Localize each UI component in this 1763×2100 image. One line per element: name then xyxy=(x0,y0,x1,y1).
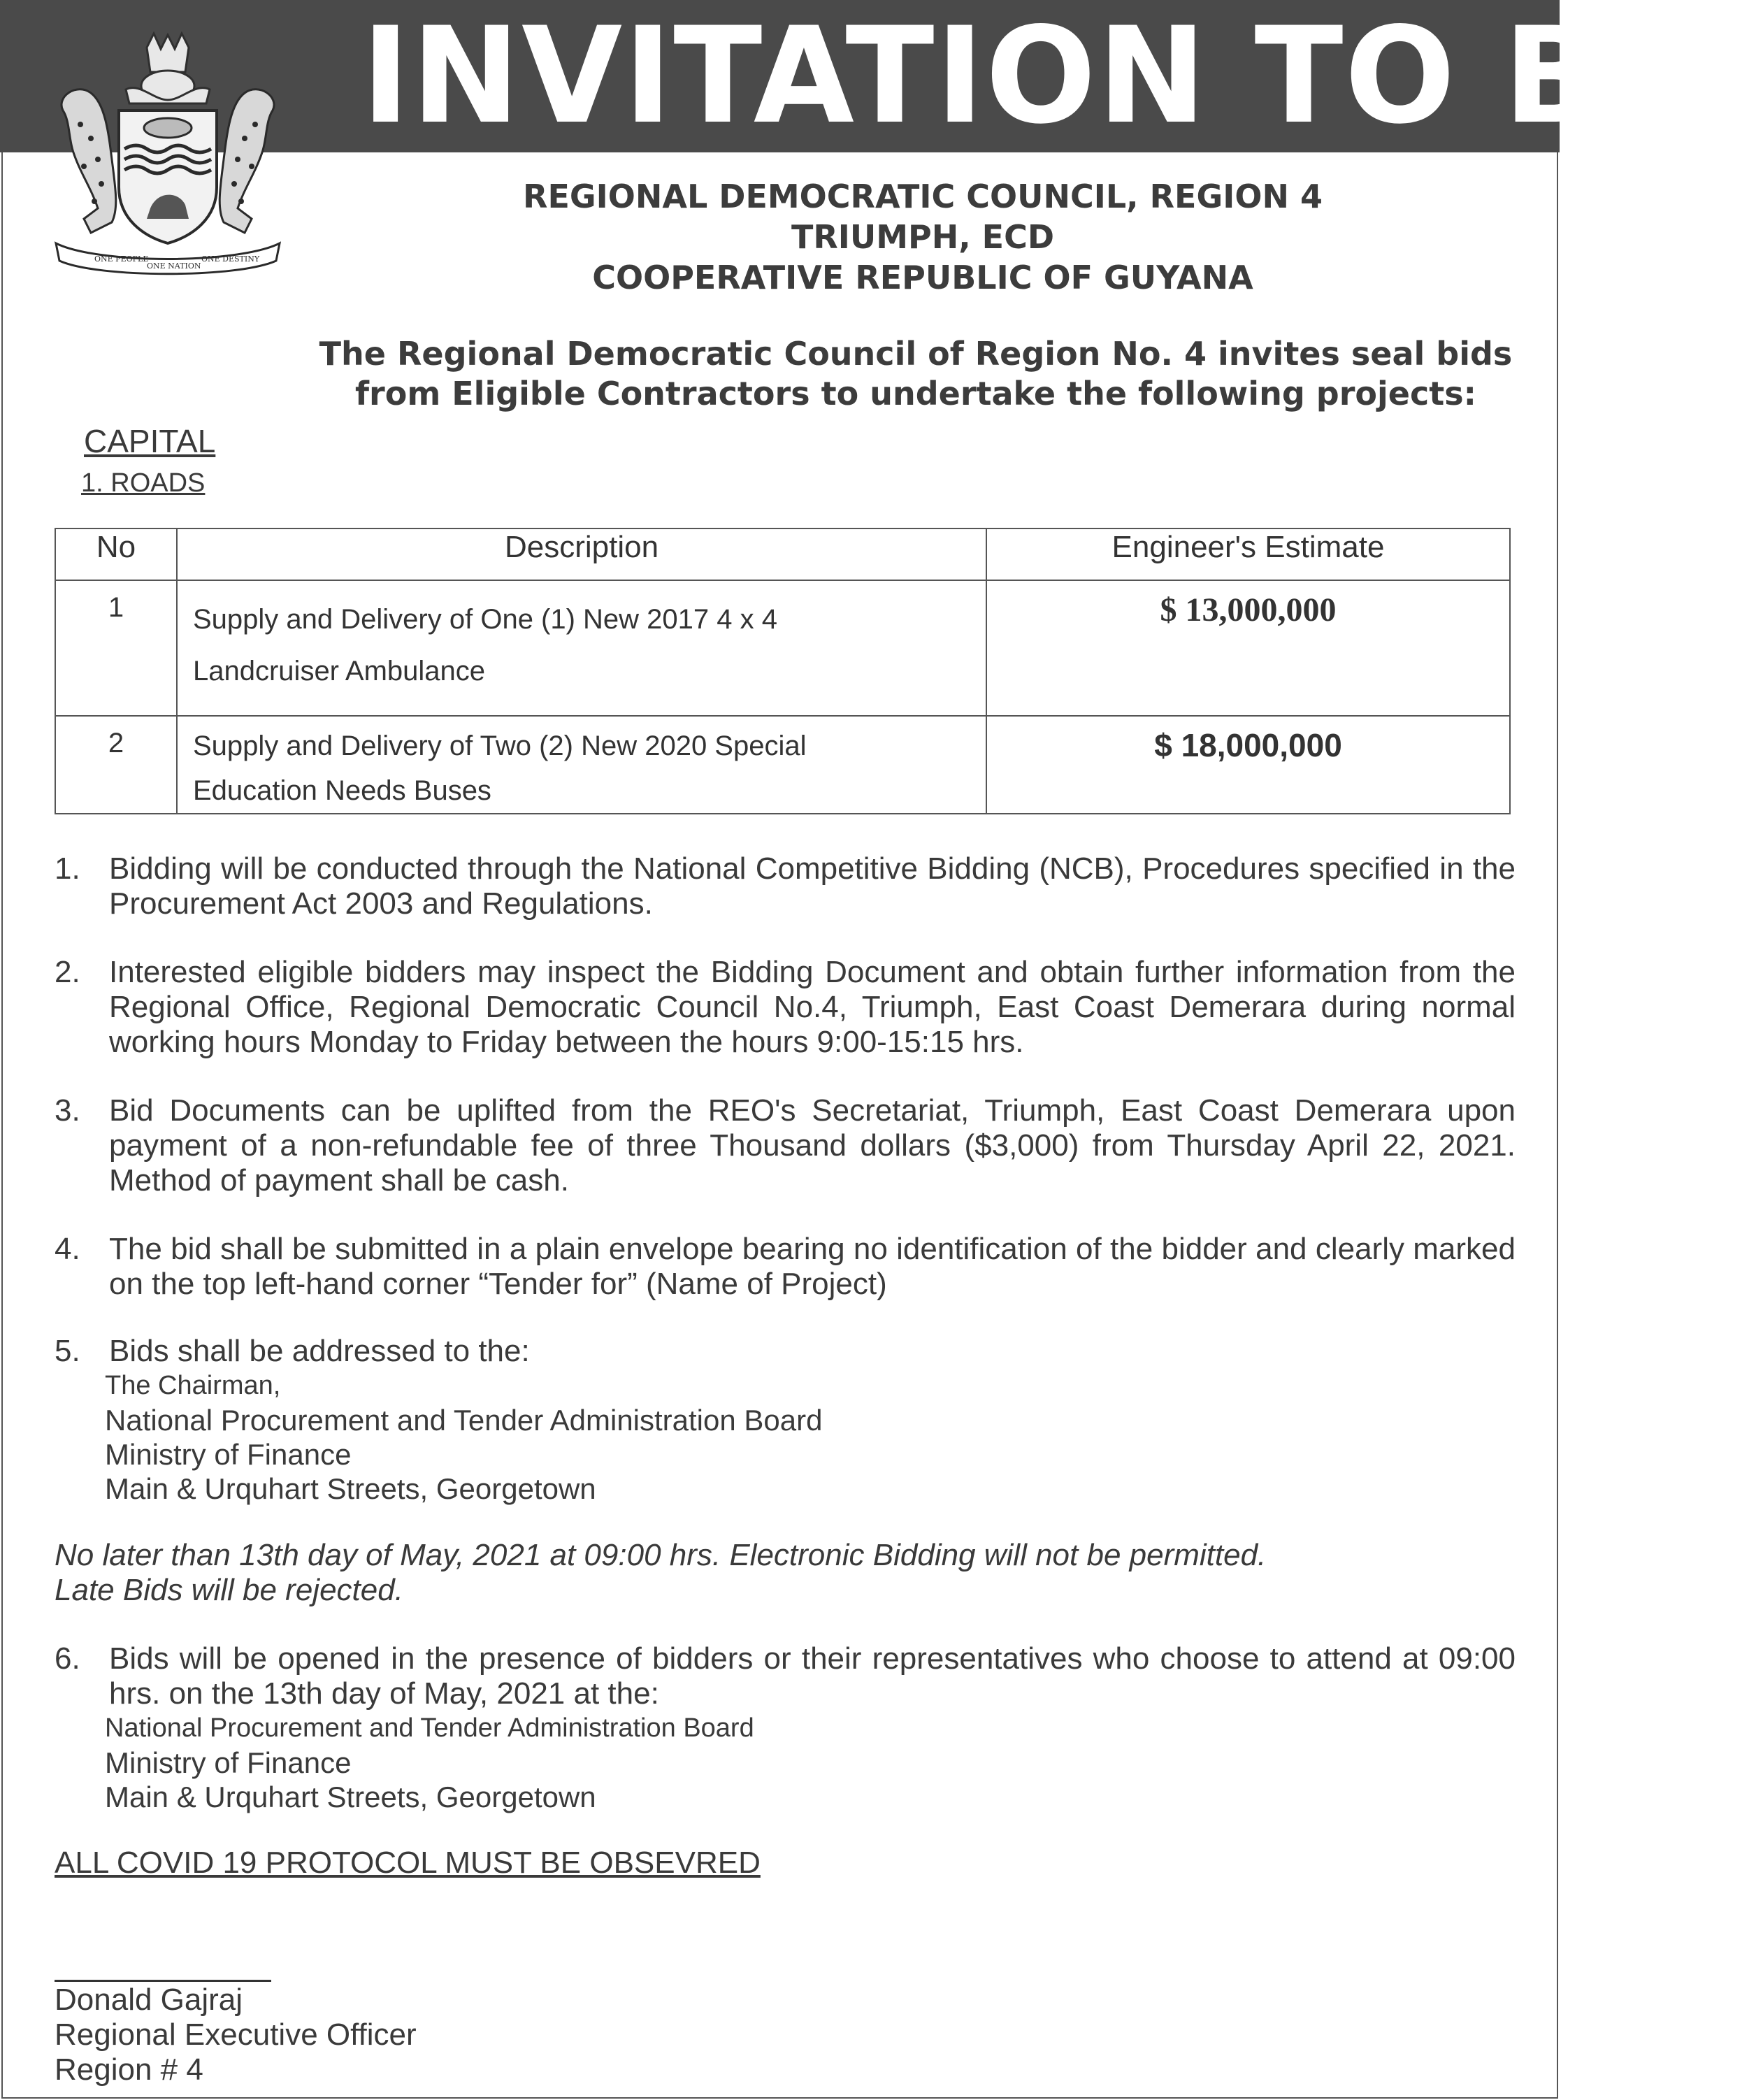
address-line: Main & Urquhart Streets, Georgetown xyxy=(105,1781,596,1813)
table-header-row xyxy=(55,528,1510,580)
deadline-line-2: Late Bids will be rejected. xyxy=(55,1573,403,1607)
clause-5 xyxy=(55,1334,1516,1506)
section-heading: CAPITAL xyxy=(84,423,216,459)
clause-number: 6. xyxy=(55,1641,80,1676)
description-line: Supply and Delivery of Two (2) New 2020 Special xyxy=(193,731,807,761)
clause-2 xyxy=(55,955,1516,1060)
row-estimate xyxy=(986,580,1510,716)
section-subheading: 1. ROADS xyxy=(81,468,206,498)
header-no: No xyxy=(55,528,177,580)
council-line-3: COOPERATIVE REPUBLIC OF GUYANA xyxy=(592,259,1253,296)
description-line: Landcruiser Ambulance xyxy=(193,656,486,686)
estimate-value: $ 18,000,000 xyxy=(1154,727,1342,763)
clause-3 xyxy=(55,1093,1516,1198)
table-row xyxy=(55,716,1510,814)
signature-block xyxy=(55,1983,417,2087)
intro-line-2: from Eligible Contractors to undertake the following projects: xyxy=(355,375,1476,412)
clause-text: The bid shall be submitted in a plain envelope bearing no identification of the bidder and clearly marked on the top left-hand corner “Tender for” (Name of Project) xyxy=(109,1232,1516,1301)
motto-left: ONE PEOPLE xyxy=(94,254,149,264)
intro-statement xyxy=(294,334,1538,414)
clause-text: Bids will be opened in the presence of bidders or their representatives who choose to attend at 09:00 hrs. on the 13th day of May, 2021 at the: xyxy=(109,1641,1516,1711)
signatory-region: Region # 4 xyxy=(55,2052,203,2087)
council-heading xyxy=(419,176,1426,298)
deadline-notice xyxy=(55,1538,1516,1608)
estimate-value: $ 13,000,000 xyxy=(1160,591,1337,628)
clause-number: 1. xyxy=(55,851,80,886)
row-number: 1 xyxy=(55,580,177,716)
header-description: Description xyxy=(177,528,986,580)
motto-center: ONE NATION xyxy=(147,261,201,271)
clause-text: Bids shall be addressed to the: xyxy=(109,1334,530,1368)
clause-number: 5. xyxy=(55,1334,80,1368)
covid-notice: ALL COVID 19 PROTOCOL MUST BE OBSEVRED xyxy=(55,1846,761,1880)
clause-4 xyxy=(55,1232,1516,1302)
clause-number: 4. xyxy=(55,1232,80,1266)
header-estimate: Engineer's Estimate xyxy=(986,528,1510,580)
table-row xyxy=(55,580,1510,716)
deadline-line-1: No later than 13th day of May, 2021 at 09:00 hrs. Electronic Bidding will not be permitted. xyxy=(55,1538,1267,1572)
signatory-title: Regional Executive Officer xyxy=(55,2018,417,2052)
council-line-1: REGIONAL DEMOCRATIC COUNCIL, REGION 4 xyxy=(523,178,1323,215)
signatory-name: Donald Gajraj xyxy=(55,1983,243,2017)
guyana-coat-of-arms-icon xyxy=(42,34,294,285)
row-description xyxy=(177,716,986,814)
address-line: National Procurement and Tender Administration Board xyxy=(105,1404,823,1437)
address-line: Ministry of Finance xyxy=(105,1438,352,1471)
clause-6 xyxy=(55,1641,1516,1814)
motto-right: ONE DESTINY xyxy=(201,254,260,264)
row-number: 2 xyxy=(55,716,177,814)
signature-line xyxy=(55,1980,271,1982)
clause-1 xyxy=(55,851,1516,921)
clause-text: Bid Documents can be uplifted from the REO's Secretariat, Triumph, East Coast Demerara upon payment of a non-refundable fee of three Thousand dollars ($3,000) from Thursday April 22, 2021. Method of payment shall be cash. xyxy=(109,1093,1516,1198)
clause-text: Interested eligible bidders may inspect the Bidding Document and obtain further information from the Regional Office, Regional Democratic Council No.4, Triumph, East Coast Demerara during normal working hours Monday to Friday between the hours 9:00-15:15 hrs. xyxy=(109,955,1516,1059)
page-title: INVITATION TO BID xyxy=(361,0,1763,153)
clause-text: Bidding will be conducted through the National Competitive Bidding (NCB), Procedures specified in the Procurement Act 2003 and Regulations. xyxy=(109,851,1516,921)
council-line-2: TRIUMPH, ECD xyxy=(791,218,1055,256)
address-line: The Chairman, xyxy=(105,1371,281,1400)
address-line: Main & Urquhart Streets, Georgetown xyxy=(105,1472,596,1505)
row-estimate xyxy=(986,716,1510,814)
address-line: National Procurement and Tender Administration Board xyxy=(105,1713,754,1743)
clause-number: 2. xyxy=(55,955,80,989)
description-line: Education Needs Buses xyxy=(193,775,491,806)
projects-table xyxy=(55,528,1511,814)
description-line: Supply and Delivery of One (1) New 2017 4 x 4 xyxy=(193,604,777,635)
row-description xyxy=(177,580,986,716)
clause-number: 3. xyxy=(55,1093,80,1128)
address-line: Ministry of Finance xyxy=(105,1746,352,1779)
intro-line-1: The Regional Democratic Council of Region No. 4 invites seal bids xyxy=(319,335,1513,373)
